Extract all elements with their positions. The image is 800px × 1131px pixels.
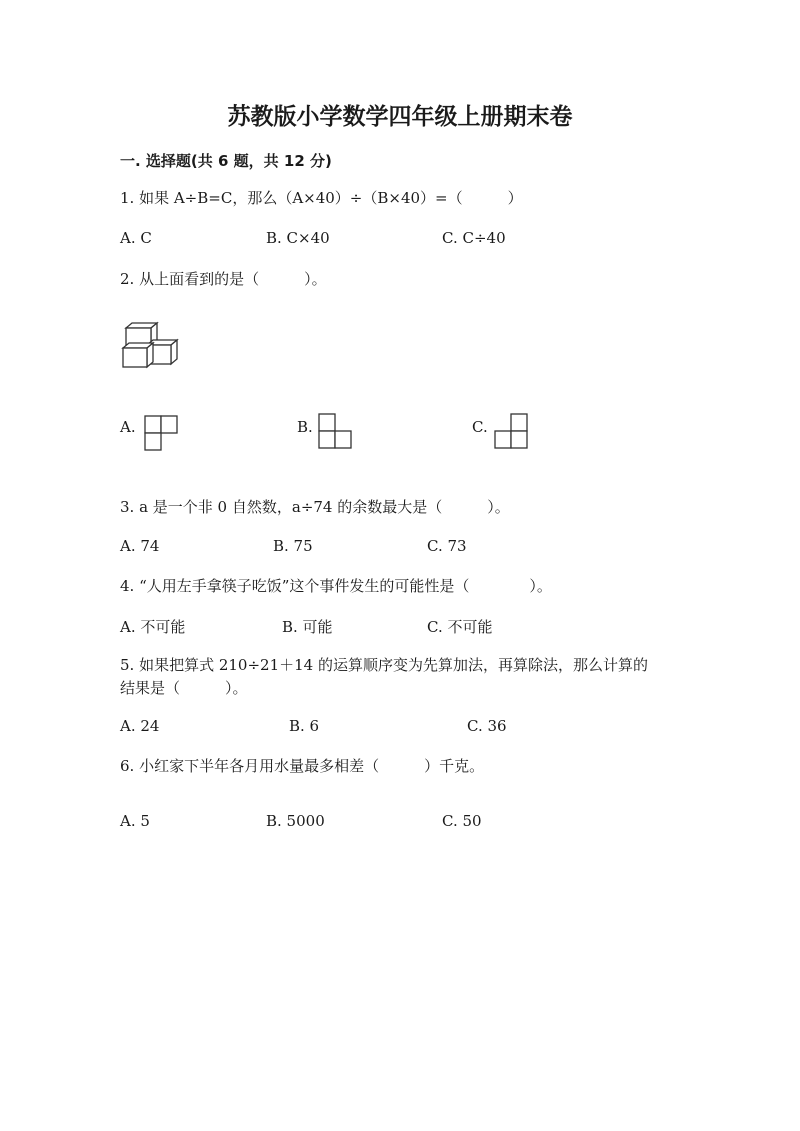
option-c-figure bbox=[494, 413, 528, 449]
question-4-option-a[interactable]: A. 不可能 bbox=[120, 618, 186, 636]
option-a-figure bbox=[144, 415, 178, 451]
section-heading: 一. 选择题(共 6 题，共 12 分) bbox=[120, 152, 332, 170]
question-3-option-b[interactable]: B. 75 bbox=[273, 537, 313, 555]
question-5-stem-line-2: 结果是（ ）。 bbox=[120, 679, 248, 697]
question-6-option-b[interactable]: B. 5000 bbox=[266, 812, 325, 830]
question-1-stem: 1. 如果 A÷B=C，那么（A×40）÷（B×40）=（ ） bbox=[120, 189, 523, 207]
option-b-figure bbox=[318, 413, 352, 449]
question-6-stem: 6. 小红家下半年各月用水量最多相差（ ）千克。 bbox=[120, 757, 485, 775]
question-6-option-a[interactable]: A. 5 bbox=[120, 812, 150, 830]
question-1-option-c[interactable]: C. C÷40 bbox=[442, 229, 506, 247]
page-title: 苏教版小学数学四年级上册期末卷 bbox=[227, 104, 573, 130]
question-5-option-b[interactable]: B. 6 bbox=[289, 717, 320, 735]
cube-stack-figure bbox=[121, 322, 179, 368]
question-3-option-c[interactable]: C. 73 bbox=[427, 537, 467, 555]
question-4-option-c[interactable]: C. 不可能 bbox=[427, 618, 493, 636]
question-5-option-c[interactable]: C. 36 bbox=[467, 717, 507, 735]
question-2-stem: 2. 从上面看到的是（ ）。 bbox=[120, 270, 327, 288]
question-2-option-c[interactable]: C. bbox=[472, 418, 488, 436]
question-1-option-a[interactable]: A. C bbox=[120, 229, 152, 247]
question-5-stem-line-1: 5. 如果把算式 210÷21＋14 的运算顺序变为先算加法，再算除法，那么计算的 bbox=[120, 656, 648, 674]
question-4-stem: 4. “人用左手拿筷子吃饭”这个事件发生的可能性是（ ）。 bbox=[120, 577, 552, 595]
question-6-option-c[interactable]: C. 50 bbox=[442, 812, 482, 830]
question-1-option-b[interactable]: B. C×40 bbox=[266, 229, 330, 247]
question-3-stem: 3. a 是一个非 0 自然数，a÷74 的余数最大是（ ）。 bbox=[120, 498, 510, 516]
question-5-option-a[interactable]: A. 24 bbox=[120, 717, 160, 735]
question-4-option-b[interactable]: B. 可能 bbox=[282, 618, 333, 636]
question-3-option-a[interactable]: A. 74 bbox=[120, 537, 160, 555]
question-2-option-a[interactable]: A. bbox=[120, 418, 136, 436]
question-2-option-b[interactable]: B. bbox=[297, 418, 313, 436]
